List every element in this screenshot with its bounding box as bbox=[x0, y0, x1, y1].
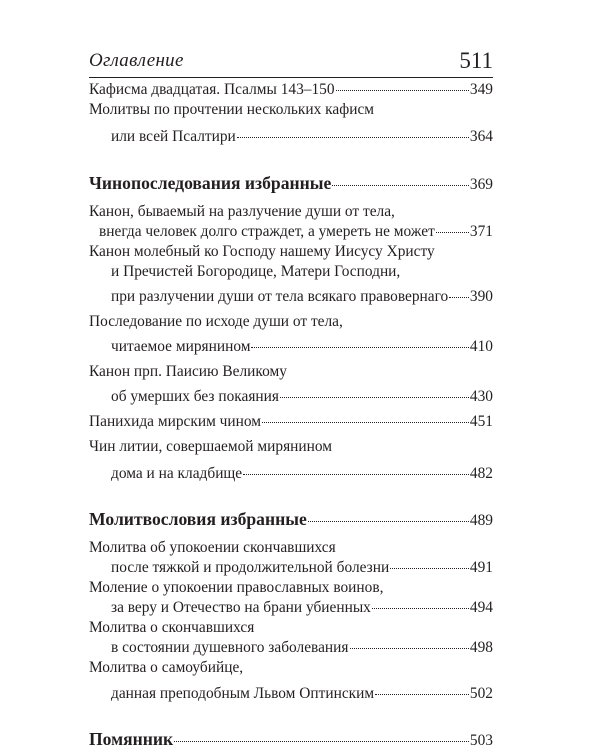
toc-entry bbox=[89, 437, 493, 457]
toc-entry-title: читаемое мирянином bbox=[111, 338, 251, 355]
toc-entry-page: 491 bbox=[469, 559, 493, 576]
page-number: 511 bbox=[459, 48, 493, 73]
dot-leader bbox=[280, 396, 469, 398]
header-rule bbox=[89, 77, 493, 78]
toc-entry-page: 390 bbox=[469, 288, 493, 305]
dot-leader bbox=[243, 473, 469, 475]
toc-entry bbox=[89, 362, 493, 382]
table-of-contents bbox=[89, 80, 493, 750]
toc-entry-continuation bbox=[89, 558, 493, 578]
toc-entry bbox=[89, 412, 493, 432]
toc-entry-continuation bbox=[89, 464, 493, 484]
dot-leader bbox=[390, 567, 469, 569]
toc-entry-title: Молитва о самоубийце, bbox=[89, 659, 244, 676]
toc-entry bbox=[89, 312, 493, 332]
dot-leader bbox=[262, 421, 469, 423]
toc-entry-continuation bbox=[89, 287, 493, 307]
toc-entry-continuation bbox=[89, 638, 493, 658]
toc-entry-page: 494 bbox=[469, 599, 493, 616]
dot-leader bbox=[336, 89, 469, 91]
dot-leader bbox=[332, 184, 469, 186]
dot-leader bbox=[436, 231, 469, 233]
toc-section-page: 369 bbox=[469, 176, 493, 193]
toc-entry-title: Последование по исходе души от тела, bbox=[89, 313, 343, 330]
toc-entry-title: Панихида мирским чином bbox=[89, 413, 262, 430]
toc-section-title: Помянник bbox=[89, 729, 174, 749]
toc-entry-page: 502 bbox=[469, 685, 493, 702]
dot-leader bbox=[375, 693, 469, 695]
toc-entry bbox=[89, 618, 493, 638]
toc-entry bbox=[89, 80, 493, 100]
toc-entry-continuation bbox=[89, 262, 493, 282]
toc-entry-continuation bbox=[89, 222, 493, 242]
toc-entry-title: Канон, бываемый на разлучение души от тела, bbox=[89, 203, 395, 220]
toc-entry-title: об умерших без покаяния bbox=[111, 388, 279, 405]
toc-entry-page: 482 bbox=[469, 465, 493, 482]
dot-leader bbox=[449, 296, 469, 298]
toc-entry-title: Чин литии, совершаемой мирянином bbox=[89, 438, 332, 455]
dot-leader bbox=[350, 647, 469, 649]
toc-entry-title: Молитва о скончавшихся bbox=[89, 619, 255, 636]
toc-entry-page: 451 bbox=[469, 413, 493, 430]
toc-entry-continuation bbox=[89, 337, 493, 357]
toc-entry-title: Кафисма двадцатая. Псалмы 143–150 bbox=[89, 81, 335, 98]
toc-entry-page: 498 bbox=[469, 639, 493, 656]
toc-entry-title: данная преподобным Львом Оптинским bbox=[111, 685, 375, 702]
toc-entry-title: Канон прп. Паисию Великому bbox=[89, 363, 287, 380]
dot-leader bbox=[308, 520, 469, 522]
toc-entry-page: 371 bbox=[469, 223, 493, 240]
toc-section-page: 503 bbox=[469, 732, 493, 749]
toc-entry bbox=[89, 242, 493, 262]
toc-entry-title: за веру и Отечество на брани убиенных bbox=[111, 599, 371, 616]
toc-entry-page: 430 bbox=[469, 388, 493, 405]
running-header-title: Оглавление bbox=[89, 50, 184, 71]
toc-entry-title: в состоянии душевного заболевания bbox=[111, 639, 349, 656]
toc-entry-title: Молитвы по прочтении нескольких кафисм bbox=[89, 101, 375, 118]
toc-entry-title: Канон молебный ко Господу нашему Иисусу Христу bbox=[89, 243, 435, 260]
toc-entry-title: дома и на кладбище bbox=[111, 465, 243, 482]
running-header bbox=[89, 44, 493, 78]
toc-entry-title: внегда человек долго страждет, а умереть не может bbox=[99, 223, 435, 240]
toc-entry-title: Моление о упокоении православных воинов, bbox=[89, 579, 384, 596]
toc-entry-continuation bbox=[89, 127, 493, 147]
toc-entry-title: Молитва об упокоении скончавшихся bbox=[89, 539, 336, 556]
toc-entry-title: или всей Псалтири bbox=[111, 128, 236, 145]
dot-leader bbox=[372, 607, 469, 609]
toc-entry-continuation bbox=[89, 684, 493, 704]
toc-entry bbox=[89, 658, 493, 678]
toc-section-heading bbox=[89, 508, 493, 530]
toc-entry bbox=[89, 578, 493, 598]
toc-entry-page: 410 bbox=[469, 338, 493, 355]
toc-entry-title: при разлучении души от тела всякаго правовернаго bbox=[111, 288, 449, 305]
toc-entry-continuation bbox=[89, 387, 493, 407]
toc-section-title: Молитвословия избранные bbox=[89, 509, 307, 529]
toc-entry bbox=[89, 538, 493, 558]
toc-section-heading bbox=[89, 172, 493, 194]
toc-entry-continuation bbox=[89, 598, 493, 618]
toc-entry-page: 364 bbox=[469, 128, 493, 145]
toc-section-page: 489 bbox=[469, 512, 493, 529]
dot-leader bbox=[251, 346, 468, 348]
dot-leader bbox=[174, 740, 469, 742]
toc-section-title: Чинопоследования избранные bbox=[89, 173, 332, 193]
toc-entry-title: и Пречистей Богородице, Матери Господни, bbox=[111, 263, 401, 280]
toc-entry bbox=[89, 202, 493, 222]
toc-entry-title: после тяжкой и продолжительной болезни bbox=[111, 559, 390, 576]
toc-entry bbox=[89, 100, 493, 120]
toc-section-heading bbox=[89, 728, 493, 750]
dot-leader bbox=[237, 136, 469, 138]
toc-entry-page: 349 bbox=[469, 81, 493, 98]
